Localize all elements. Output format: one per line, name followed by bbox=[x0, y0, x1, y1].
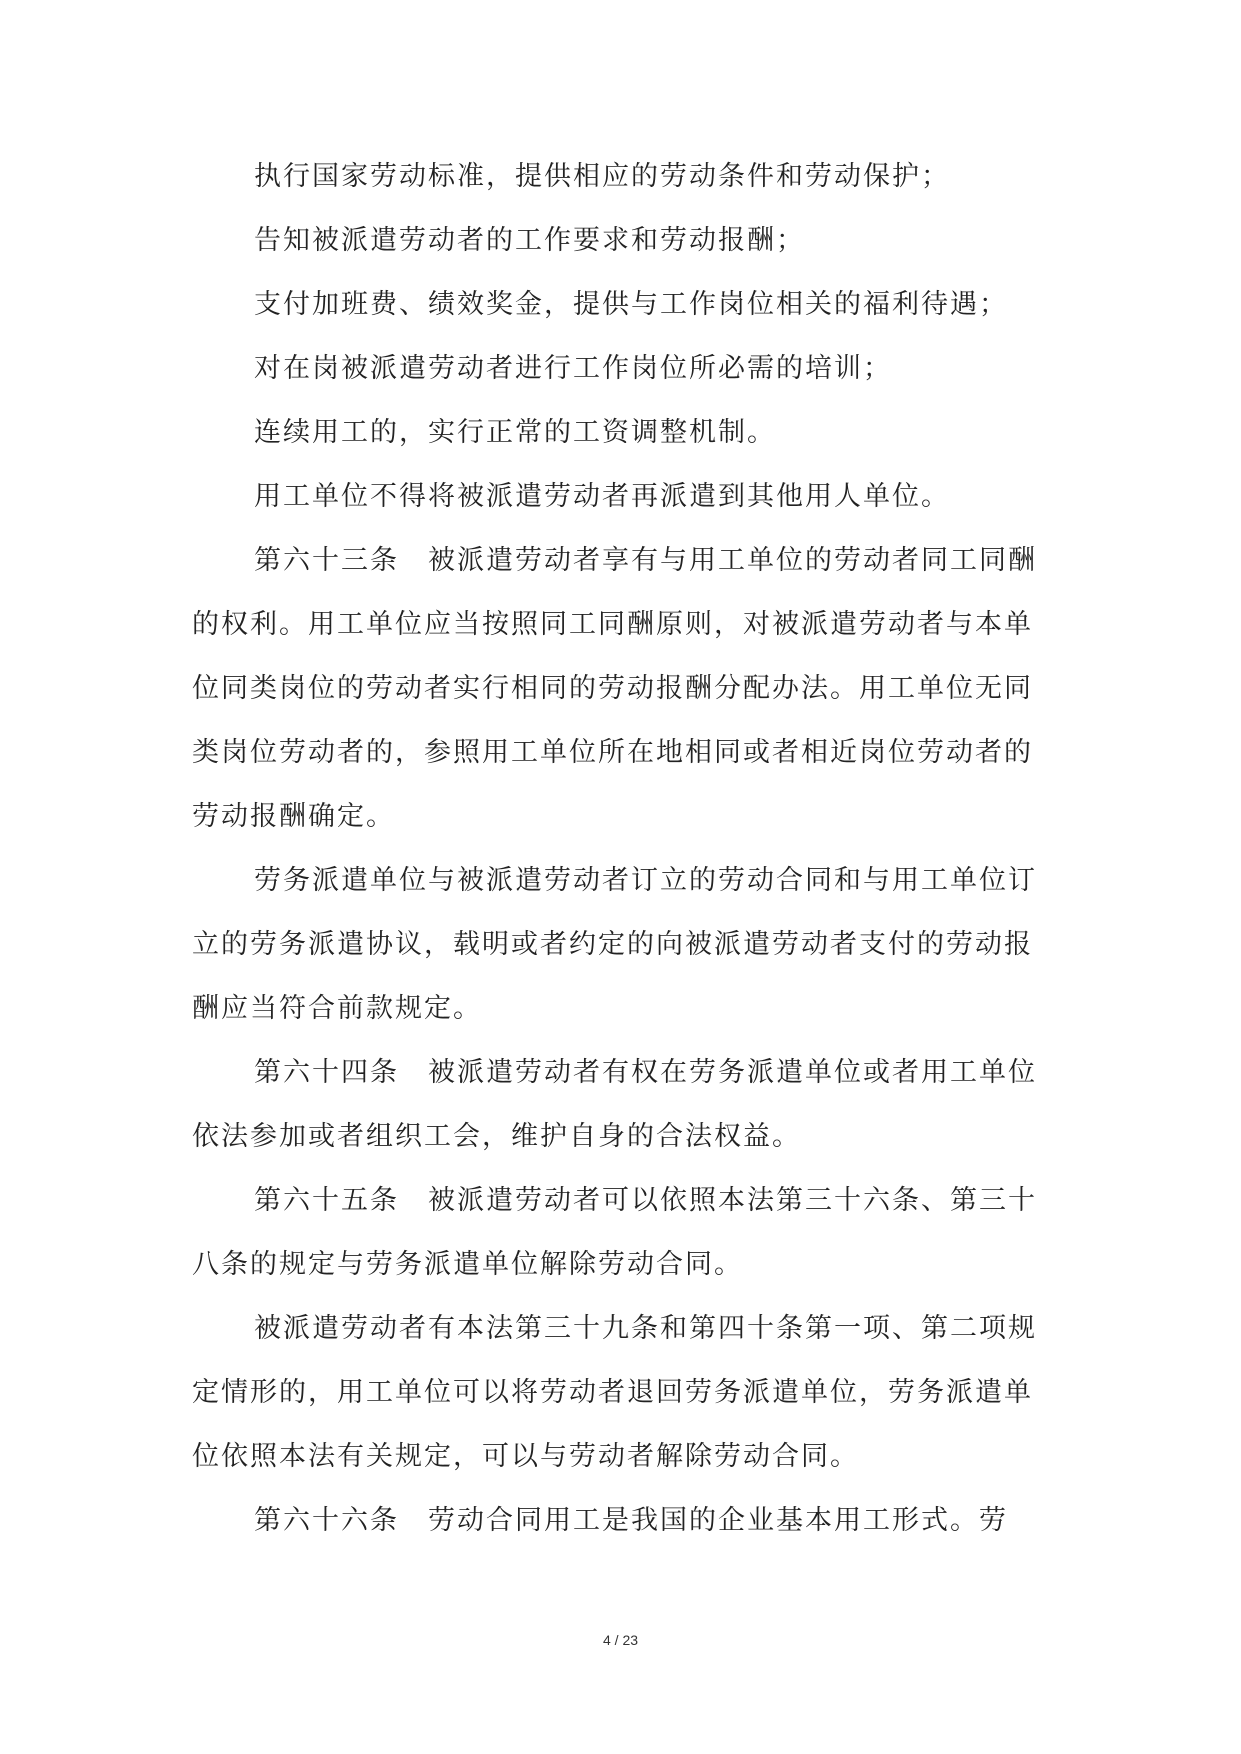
paragraph: 用工单位不得将被派遣劳动者再派遣到其他用人单位。 bbox=[254, 481, 950, 512]
page-number: 4 / 23 bbox=[602, 1632, 639, 1648]
paragraph: 被派遣劳动者有本法第三十九条和第四十条第一项、第二项规定情形的，用工单位可以将劳动者退回劳务派遣单位，劳务派遣单位依照本法有关规定，可以与劳动者解除劳动合同。 bbox=[192, 1313, 1037, 1472]
paragraph: 执行国家劳动标准，提供相应的劳动条件和劳动保护； bbox=[254, 161, 950, 192]
article-66: 第六十六条 劳动合同用工是我国的企业基本用工形式。劳 bbox=[254, 1505, 1008, 1536]
paragraph: 劳务派遣单位与被派遣劳动者订立的劳动合同和与用工单位订立的劳务派遣协议，载明或者约定的向被派遣劳动者支付的劳动报酬应当符合前款规定。 bbox=[192, 865, 1037, 1024]
article-65: 第六十五条 被派遣劳动者可以依照本法第三十六条、第三十八条的规定与劳务派遣单位解除劳动合同。 bbox=[192, 1185, 1037, 1280]
paragraph: 支付加班费、绩效奖金，提供与工作岗位相关的福利待遇； bbox=[254, 289, 1008, 320]
paragraph: 告知被派遣劳动者的工作要求和劳动报酬； bbox=[254, 225, 805, 256]
paragraph: 连续用工的，实行正常的工资调整机制。 bbox=[254, 417, 776, 448]
body-text bbox=[192, 145, 1052, 1553]
paragraph: 对在岗被派遣劳动者进行工作岗位所必需的培训； bbox=[254, 353, 892, 384]
article-64: 第六十四条 被派遣劳动者有权在劳务派遣单位或者用工单位依法参加或者组织工会，维护自身的合法权益。 bbox=[192, 1057, 1037, 1152]
article-63: 第六十三条 被派遣劳动者享有与用工单位的劳动者同工同酬的权利。用工单位应当按照同工同酬原则，对被派遣劳动者与本单位同类岗位的劳动者实行相同的劳动报酬分配办法。用工单位无同类岗位劳动者的，参照用工单位所在地相同或者相近岗位劳动者的劳动报酬确定。 bbox=[192, 545, 1037, 832]
